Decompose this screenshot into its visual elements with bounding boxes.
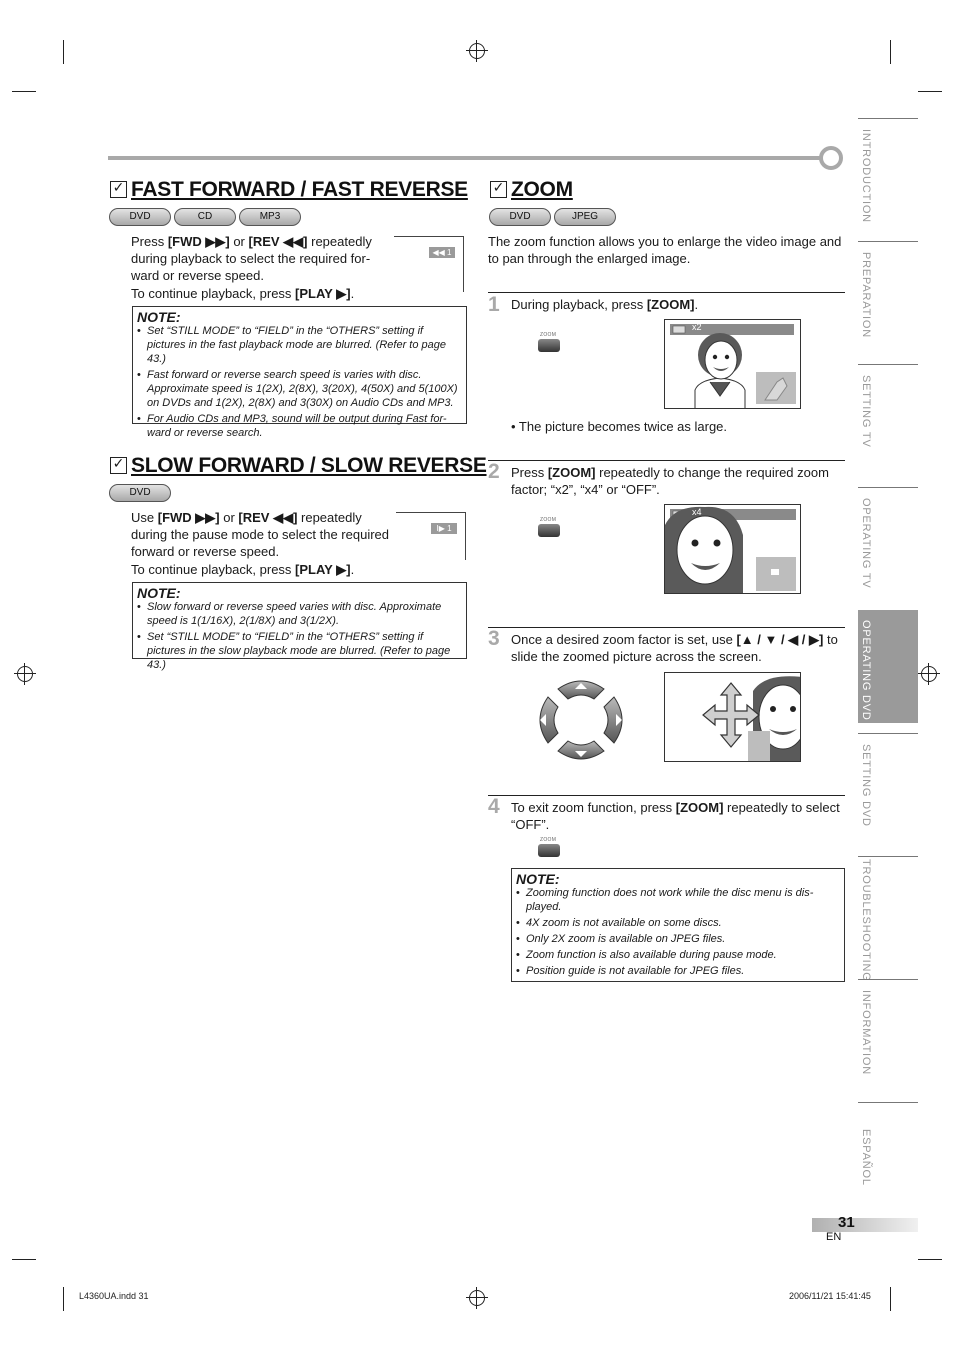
tab-label: SETTING DVD (860, 744, 872, 827)
step-number: 2 (488, 460, 500, 483)
registration-mark-icon (469, 1290, 485, 1306)
note-item: • Zooming function does not work while the disc menu is dis-played. (516, 886, 840, 914)
fast-instruction: Press [FWD ▶▶] or [REV ◀◀] repeatedly during playback to select the required for-ward or reverse speed. (131, 234, 372, 283)
crop-mark (918, 1259, 942, 1260)
note-item: • Slow forward or reverse speed varies with disc. Approximate speed is 1(1/16X), 2(1/8X) and 3(1/2X). (137, 600, 462, 628)
direction-pad-icon (536, 677, 626, 763)
tab-label: PREPARATION (860, 252, 872, 339)
disc-badge-cd: CD (174, 208, 236, 226)
disc-badge-dvd: DVD (109, 484, 171, 502)
tab-label: SETTING TV (860, 375, 872, 448)
tab-label: INTRODUCTION (860, 129, 872, 223)
step4-text: To exit zoom function, press [ZOOM] repeatedly to select “OFF”. (511, 800, 840, 832)
page-number: 31 (838, 1214, 855, 1231)
tab-operating-tv[interactable] (858, 487, 918, 605)
tab-preparation[interactable] (858, 241, 918, 359)
zoom-factor-label: x4 (692, 507, 702, 517)
tab-operating-dvd[interactable] (858, 610, 918, 723)
registration-mark-icon (921, 666, 937, 682)
fast-osd-display (394, 236, 464, 292)
zoom-note-box (511, 868, 845, 982)
footer-filename: L4360UA.indd 31 (79, 1291, 149, 1301)
tab-label: INFORMATION (860, 990, 872, 1075)
note-item: • Position guide is not available for JPEG files. (516, 964, 840, 978)
crop-mark (890, 1287, 891, 1311)
crop-mark (918, 91, 942, 92)
slow-osd-display (396, 512, 466, 560)
slow-continue: To continue playback, press [PLAY ▶]. (131, 562, 355, 577)
step-number: 3 (488, 627, 500, 650)
crop-mark (63, 1287, 64, 1311)
step-divider (488, 627, 845, 628)
note-item: • Zoom function is also available during pause mode. (516, 948, 840, 962)
step1-text: During playback, press [ZOOM]. (511, 297, 699, 312)
disc-badge-dvd: DVD (109, 208, 171, 226)
slow-osd-indicator: I▶ 1 (431, 523, 457, 534)
page-language: EN (826, 1231, 842, 1243)
zoom-button-label: ZOOM (540, 332, 557, 338)
tab-label: OPERATING DVD (860, 620, 872, 721)
step2-text: Press [ZOOM] repeatedly to change the required zoom factor; “x2”, “x4” or “OFF”. (511, 465, 829, 497)
note-item: • For Audio CDs and MP3, sound will be output during Fast for-ward or reverse search. (137, 412, 462, 440)
note-title: NOTE: (516, 871, 560, 887)
zoom-remote-button-icon (538, 837, 560, 857)
step-number: 1 (488, 293, 500, 316)
note-item: • Fast forward or reverse search speed is varies with disc. Approximate speed is 1(2X), 2(8X), 3(20X), 4(50X) and 5(100X) on DVDs and 1(2X), 2(8X) and 3(30X) on Audio CDs and MP3. (137, 368, 462, 410)
checkbox-icon: ✓ (110, 457, 127, 474)
footer-timestamp: 2006/11/21 15:41:45 (789, 1291, 871, 1301)
pan-arrows-image (665, 673, 801, 762)
note-title: NOTE: (137, 309, 181, 325)
zoom-remote-button-icon (538, 517, 560, 537)
crop-mark (12, 91, 36, 92)
tab-espanol[interactable] (858, 1102, 918, 1210)
section-title-zoom: ZOOM (511, 178, 573, 201)
crop-mark (63, 40, 64, 64)
note-item: • 4X zoom is not available on some discs. (516, 916, 840, 930)
tab-label: ESPAÑOL (860, 1129, 872, 1186)
section-title-slow: SLOW FORWARD / SLOW REVERSE (131, 454, 487, 477)
step-divider (488, 795, 845, 796)
crop-mark (890, 40, 891, 64)
step-divider (488, 460, 845, 461)
zoom-button-label: ZOOM (540, 837, 557, 843)
tab-label: TROUBLESHOOTING (860, 859, 872, 982)
registration-mark-icon (469, 43, 485, 59)
zoom-pan-screen (664, 672, 801, 762)
disc-badge-mp3: MP3 (239, 208, 301, 226)
fast-note-box (132, 306, 467, 439)
step-number: 4 (488, 795, 500, 818)
tab-troubleshooting[interactable] (858, 856, 918, 982)
zoom-x2-screen (664, 319, 801, 409)
checkbox-icon: ✓ (110, 181, 127, 198)
tab-label: OPERATING TV (860, 498, 872, 589)
checkbox-icon: ✓ (490, 181, 507, 198)
zoomed-girl-image (665, 505, 801, 594)
tab-information[interactable] (858, 979, 918, 1097)
tab-setting-dvd[interactable] (858, 733, 918, 851)
fast-osd-indicator: ◀◀ 1 (429, 247, 455, 258)
registration-mark-icon (17, 666, 33, 682)
header-rule (108, 156, 820, 160)
zoom-intro: The zoom function allows you to enlarge the video image and to pan through the enlarged image. (488, 234, 842, 266)
step1-caption: • The picture becomes twice as large. (511, 419, 728, 434)
zoom-x4-screen (664, 504, 801, 594)
note-item: • Only 2X zoom is available on JPEG files. (516, 932, 840, 946)
zoom-remote-button-icon (538, 332, 560, 352)
zoom-button-label: ZOOM (540, 517, 557, 523)
note-title: NOTE: (137, 585, 181, 601)
tab-introduction[interactable] (858, 118, 918, 236)
step3-text: Once a desired zoom factor is set, use [▲ / ▼ / ◀ / ▶] to slide the zoomed picture across the screen. (511, 632, 838, 664)
slow-instruction: Use [FWD ▶▶] or [REV ◀◀] repeatedly during the pause mode to select the required forward or reverse speed. (131, 510, 390, 559)
note-item: • Set “STILL MODE” to “FIELD” in the “OTHERS” setting if pictures in the fast playback mode are blurred. (Refer to page 43.) (137, 324, 462, 366)
slow-note-box (132, 582, 467, 671)
header-rule-circle (819, 146, 843, 170)
crop-mark (12, 1259, 36, 1260)
step-divider (488, 292, 845, 293)
section-title-fast: FAST FORWARD / FAST REVERSE (131, 178, 468, 201)
page-number-bar (812, 1218, 918, 1232)
disc-badge-dvd: DVD (489, 208, 551, 226)
fast-continue: To continue playback, press [PLAY ▶]. (131, 286, 355, 301)
tab-setting-tv[interactable] (858, 364, 918, 482)
zoomed-girl-image (665, 320, 801, 409)
disc-badge-jpeg: JPEG (554, 208, 616, 226)
note-item: • Set “STILL MODE” to “FIELD” in the “OTHERS” setting if pictures in the slow playback mode are blurred. (Refer to page 43.) (137, 630, 462, 672)
zoom-factor-label: x2 (692, 322, 702, 332)
